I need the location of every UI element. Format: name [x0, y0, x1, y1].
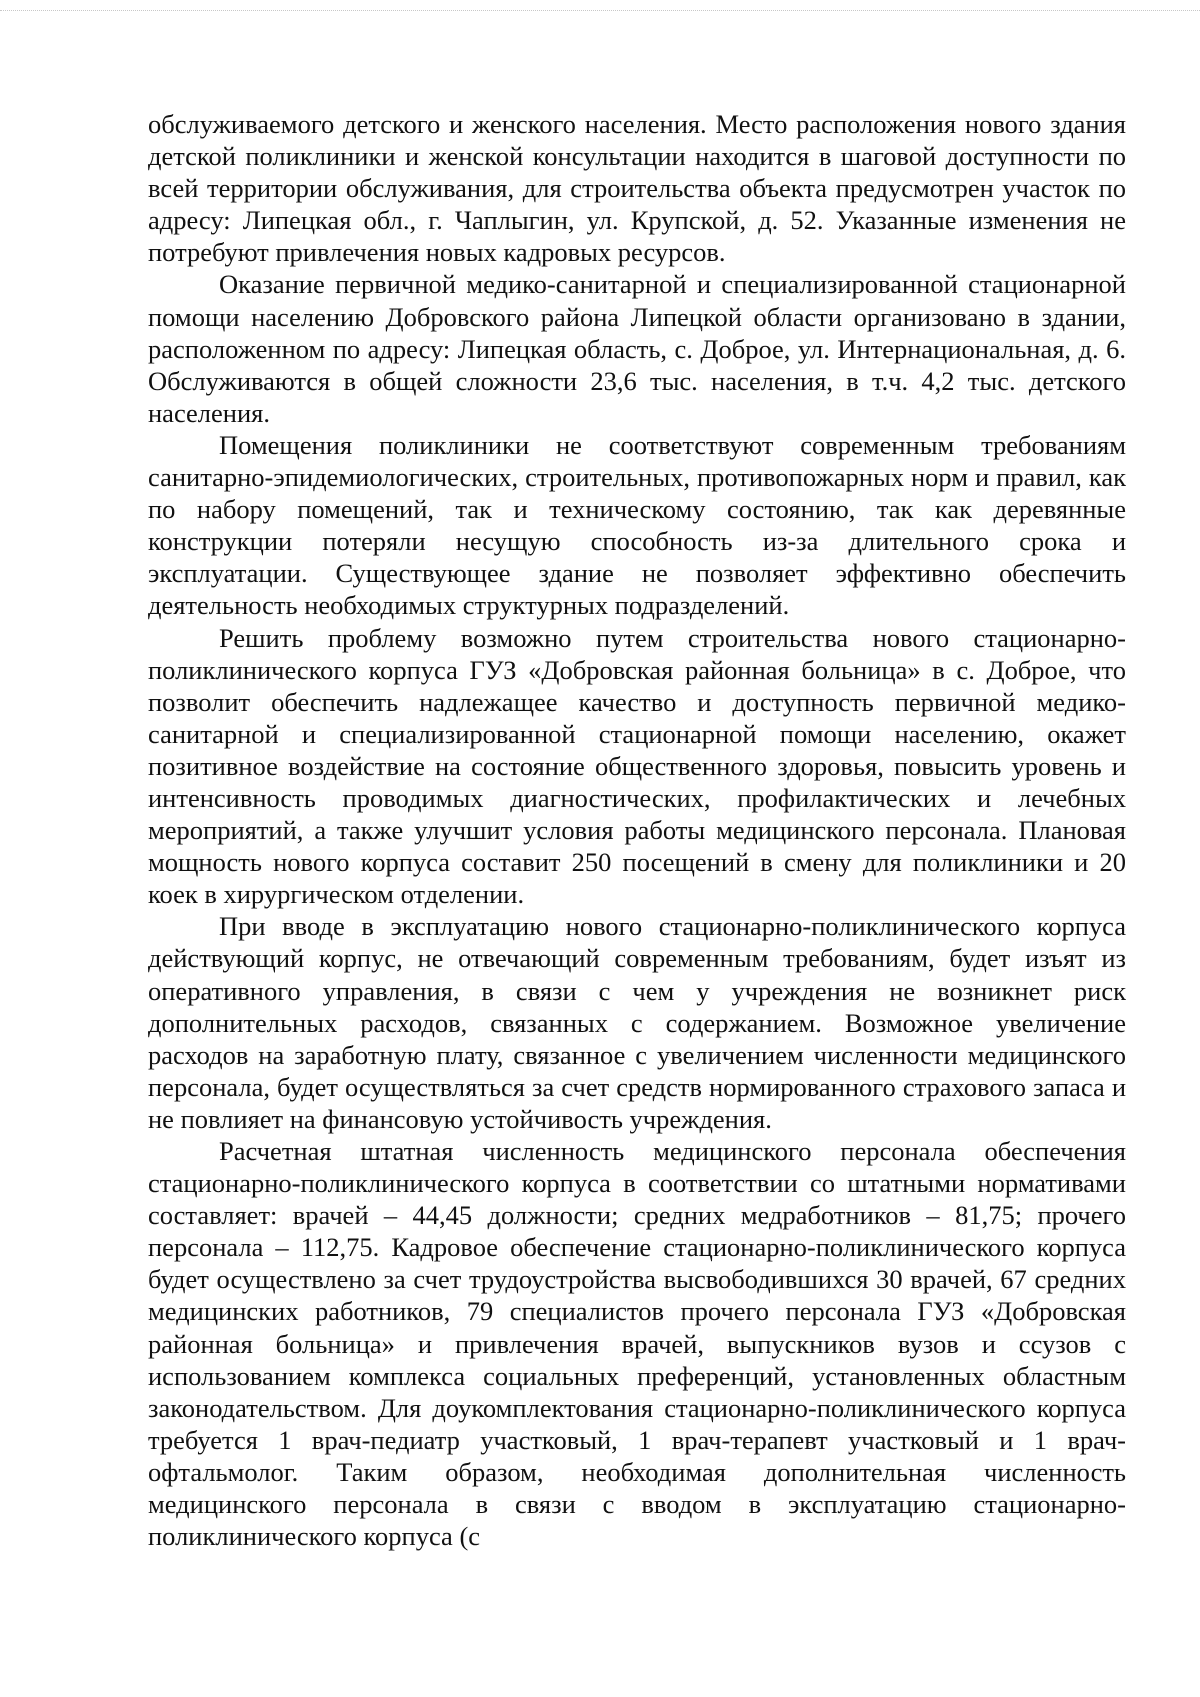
paragraph-continuation: обслуживаемого детского и женского населения. Место расположения нового здания детской поликлиники и женской консультации находится в шаговой доступности по всей территории обслуживания, для строительства объекта предусмотрен участок по адресу: Липецкая обл., г. Чаплыгин, ул. Крупской, д. 52. Указанные изменения не потребуют привлечения новых кадровых ресурсов. [148, 109, 1126, 268]
paragraph-dobrovsky-care: Оказание первичной медико-санитарной и специализированной стационарной помощи населению Добровского района Липецкой области организовано в здании, расположенном по адресу: Липецкая область, с. Доброе, ул. Интернациональная, д. 6. Обслуживаются в общей сложности 23,6 тыс. населения, в т.ч. 4,2 тыс. детского населения. [148, 269, 1126, 428]
paragraph-staffing: Расчетная штатная численность медицинского персонала обеспечения стационарно-поликлинического корпуса в соответствии со штатными нормативами составляет: врачей – 44,45 должности; средних медработников – 81,75; прочего персонала – 112,75. Кадровое обеспечение стационарно-поликлинического корпуса будет осуществлено за счет трудоустройства высвободившихся 30 врачей, 67 средних медицинских работников, 79 специалистов прочего персонала ГУЗ «Добровская районная больница» и привлечения врачей, выпускников вузов и ссузов с использованием комплекса социальных преференций, установленных областным законодательством. Для доукомплектования стационарно-поликлинического корпуса требуется 1 врач-педиатр участковый, 1 врач-терапевт участковый и 1 врач-офтальмолог. Таким образом, необходимая дополнительная численность медицинского персонала в связи с вводом в эксплуатацию стационарно-поликлинического корпуса (с [148, 1136, 1126, 1552]
scan-top-edge [0, 10, 1200, 11]
paragraph-building-condition: Помещения поликлиники не соответствуют современным требованиям санитарно-эпидемиологических, строительных, противопожарных норм и правил, как по набору помещений, так и техническому состоянию, так как деревянные конструкции потеряли несущую способность из-за длительного срока и эксплуатации. Существующее здание не позволяет эффективно обеспечить деятельность необходимых структурных подразделений. [148, 429, 1126, 621]
document-body [148, 108, 1126, 1552]
paragraph-solution: Решить проблему возможно путем строительства нового стационарно-поликлинического корпуса ГУЗ «Добровская районная больница» в с. Доброе, что позволит обеспечить надлежащее качество и доступность первичной медико-санитарной и специализированной стационарной помощи населению, окажет позитивное воздействие на состояние общественного здоровья, повысить уровень и интенсивность проводимых диагностических, профилактических и лечебных мероприятий, а также улучшит условия работы медицинского персонала. Плановая мощность нового корпуса составит 250 посещений в смену для поликлиники и 20 коек в хирургическом отделении. [148, 622, 1126, 910]
paragraph-commissioning: При вводе в эксплуатацию нового стационарно-поликлинического корпуса действующий корпус, не отвечающий современным требованиям, будет изъят из оперативного управления, в связи с чем у учреждения не возникнет риск дополнительных расходов, связанных с содержанием. Возможное увеличение расходов на заработную плату, связанное с увеличением численности медицинского персонала, будет осуществляться за счет средств нормированного страхового запаса и не повлияет на финансовую устойчивость учреждения. [148, 911, 1126, 1134]
